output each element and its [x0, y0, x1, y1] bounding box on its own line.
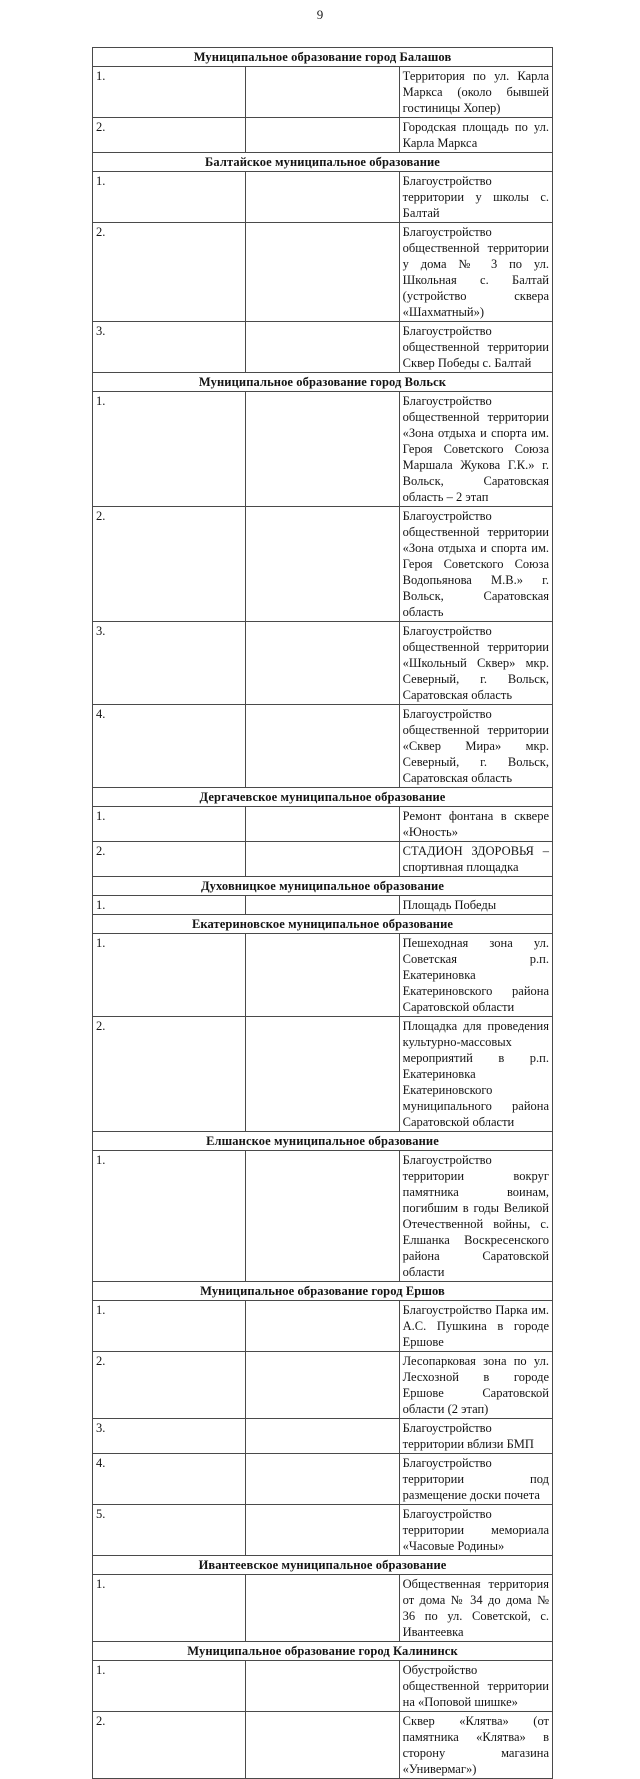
section-header-row [93, 153, 553, 172]
empty-cell [246, 118, 399, 153]
section-title: Муниципальное образование город Балашов [93, 48, 553, 67]
table-row [93, 507, 553, 622]
description-cell: Благоустройство общественной территории «Зона отдыха и спорта им. Героя Советского Союза Маршала Жукова Г.К.» г. Вольск, Саратовская область – 2 этап [399, 392, 552, 507]
table-row [93, 118, 553, 153]
row-number-cell: 2. [93, 1352, 246, 1419]
section-header-row [93, 1556, 553, 1575]
section-header-row [93, 373, 553, 392]
description-cell: Общественная территория от дома № 34 до дома № 36 по ул. Советской, с. Ивантеевка [399, 1575, 552, 1642]
table-row [93, 1301, 553, 1352]
section-header-row [93, 877, 553, 896]
description-cell: Сквер «Клятва» (от памятника «Клятва» в сторону магазина «Универмаг») [399, 1712, 552, 1779]
description-cell: Благоустройство общественной территории у дома № 3 по ул. Школьная с. Балтай (устройство сквера «Шахматный») [399, 223, 552, 322]
table-row [93, 1454, 553, 1505]
section-header-row [93, 915, 553, 934]
section-title: Екатериновское муниципальное образование [93, 915, 553, 934]
empty-cell [246, 172, 399, 223]
table-row [93, 807, 553, 842]
description-cell: Территория по ул. Карла Маркса (около бывшей гостиницы Хопер) [399, 67, 552, 118]
table-row [93, 896, 553, 915]
table-row [93, 622, 553, 705]
page-number: 9 [316, 7, 324, 22]
empty-cell [246, 1352, 399, 1419]
section-header-row [93, 48, 553, 67]
description-cell: Городская площадь по ул. Карла Маркса [399, 118, 552, 153]
description-cell: Благоустройство территории вблизи БМП [399, 1419, 552, 1454]
description-cell: Площадка для проведения культурно-массовых мероприятий в р.п. Екатериновка Екатериновского муниципального района Саратовской области [399, 1017, 552, 1132]
row-number-cell: 5. [93, 1505, 246, 1556]
row-number-cell: 1. [93, 172, 246, 223]
row-number-cell: 2. [93, 1017, 246, 1132]
empty-cell [246, 1017, 399, 1132]
empty-cell [246, 842, 399, 877]
description-cell: Благоустройство общественной территории «Школьный Сквер» мкр. Северный, г. Вольск, Саратовская область [399, 622, 552, 705]
row-number-cell: 4. [93, 1454, 246, 1505]
section-title: Балтайское муниципальное образование [93, 153, 553, 172]
description-cell: Благоустройство территории под размещение доски почета [399, 1454, 552, 1505]
description-cell: Лесопарковая зона по ул. Лесхозной в городе Ершове Саратовской области (2 этап) [399, 1352, 552, 1419]
empty-cell [246, 1505, 399, 1556]
section-title: Ивантеевское муниципальное образование [93, 1556, 553, 1575]
row-number-cell: 2. [93, 1712, 246, 1779]
empty-cell [246, 322, 399, 373]
empty-cell [246, 223, 399, 322]
row-number-cell: 1. [93, 934, 246, 1017]
description-cell: Благоустройство общественной территории Сквер Победы с. Балтай [399, 322, 552, 373]
empty-cell [246, 622, 399, 705]
empty-cell [246, 67, 399, 118]
row-number-cell: 1. [93, 807, 246, 842]
empty-cell [246, 934, 399, 1017]
section-header-row [93, 1282, 553, 1301]
empty-cell [246, 1712, 399, 1779]
section-title: Муниципальное образование город Вольск [93, 373, 553, 392]
description-cell: Площадь Победы [399, 896, 552, 915]
projects-table [92, 47, 553, 1779]
row-number-cell: 2. [93, 842, 246, 877]
row-number-cell: 3. [93, 322, 246, 373]
empty-cell [246, 1454, 399, 1505]
empty-cell [246, 705, 399, 788]
table-row [93, 1017, 553, 1132]
description-cell: Благоустройство общественной территории «Зона отдыха и спорта им. Героя Советского Союза Водопьянова М.В.» г. Вольск, Саратовская область [399, 507, 552, 622]
table-row [93, 1419, 553, 1454]
description-cell: Обустройство общественной территории на «Поповой шишке» [399, 1661, 552, 1712]
table-row [93, 67, 553, 118]
section-header-row [93, 788, 553, 807]
row-number-cell: 1. [93, 392, 246, 507]
description-cell: Благоустройство территории мемориала «Часовые Родины» [399, 1505, 552, 1556]
table-row [93, 172, 553, 223]
row-number-cell: 1. [93, 67, 246, 118]
row-number-cell: 2. [93, 118, 246, 153]
row-number-cell: 1. [93, 1301, 246, 1352]
description-cell: Ремонт фонтана в сквере «Юность» [399, 807, 552, 842]
row-number-cell: 1. [93, 1661, 246, 1712]
section-title: Дергачевское муниципальное образование [93, 788, 553, 807]
empty-cell [246, 1301, 399, 1352]
table-row [93, 322, 553, 373]
table-row [93, 1151, 553, 1282]
empty-cell [246, 1661, 399, 1712]
section-header-row [93, 1132, 553, 1151]
table-row [93, 1712, 553, 1779]
section-header-row [93, 1642, 553, 1661]
table-row [93, 1661, 553, 1712]
table-row [93, 1575, 553, 1642]
row-number-cell: 1. [93, 1151, 246, 1282]
table-row [93, 934, 553, 1017]
row-number-cell: 4. [93, 705, 246, 788]
description-cell: Благоустройство Парка им. А.С. Пушкина в городе Ершове [399, 1301, 552, 1352]
section-title: Муниципальное образование город Калининск [93, 1642, 553, 1661]
table-row [93, 392, 553, 507]
section-title: Духовницкое муниципальное образование [93, 877, 553, 896]
description-cell: Благоустройство территории вокруг памятника воинам, погибшим в годы Великой Отечественной войны, с. Елшанка Воскресенского района Саратовской области [399, 1151, 552, 1282]
section-title: Елшанское муниципальное образование [93, 1132, 553, 1151]
table-row [93, 223, 553, 322]
empty-cell [246, 507, 399, 622]
row-number-cell: 1. [93, 896, 246, 915]
description-cell: Благоустройство общественной территории «Сквер Мира» мкр. Северный, г. Вольск, Саратовская область [399, 705, 552, 788]
row-number-cell: 3. [93, 1419, 246, 1454]
row-number-cell: 1. [93, 1575, 246, 1642]
empty-cell [246, 807, 399, 842]
table-row [93, 1505, 553, 1556]
table-row [93, 705, 553, 788]
empty-cell [246, 1575, 399, 1642]
section-title: Муниципальное образование город Ершов [93, 1282, 553, 1301]
empty-cell [246, 392, 399, 507]
row-number-cell: 2. [93, 223, 246, 322]
row-number-cell: 2. [93, 507, 246, 622]
empty-cell [246, 1419, 399, 1454]
description-cell: СТАДИОН ЗДОРОВЬЯ – спортивная площадка [399, 842, 552, 877]
empty-cell [246, 1151, 399, 1282]
description-cell: Благоустройство территории у школы с. Балтай [399, 172, 552, 223]
empty-cell [246, 896, 399, 915]
description-cell: Пешеходная зона ул. Советская р.п. Екатериновка Екатериновского района Саратовской области [399, 934, 552, 1017]
table-row [93, 1352, 553, 1419]
row-number-cell: 3. [93, 622, 246, 705]
table-row [93, 842, 553, 877]
